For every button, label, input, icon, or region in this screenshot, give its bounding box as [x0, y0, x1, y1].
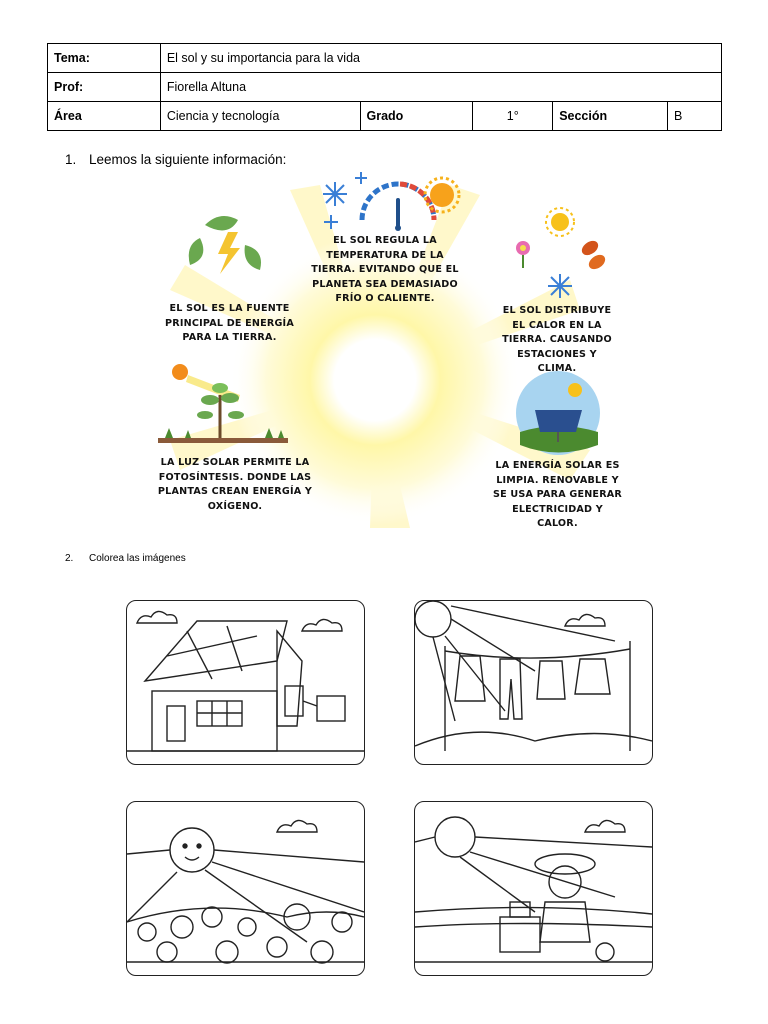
question-2-number: 2. — [65, 553, 74, 564]
seccion-label: Sección — [553, 102, 668, 131]
area-label: Área — [48, 102, 161, 131]
clothesline-drawing — [415, 601, 652, 764]
sandcastle-drawing — [415, 802, 652, 975]
grado-value: 1° — [473, 102, 553, 131]
prof-label: Prof: — [48, 73, 161, 102]
question-1-text: Leemos la siguiente información: — [89, 152, 287, 167]
solar-panel-icon — [516, 371, 600, 455]
info-energy-text: EL SOL ES LA FUENTE PRINCIPAL DE ENERGÍA PARA LA TIERRA. — [165, 303, 294, 343]
grado-label: Grado — [360, 102, 473, 131]
tema-label: Tema: — [48, 44, 161, 73]
info-photosynthesis-text: LA LUZ SOLAR PERMITE LA FOTOSÍNTESIS. DONDE LAS PLANTAS CREAN ENERGÍA Y OXÍGENO. — [157, 457, 313, 512]
header-row-area — [48, 102, 722, 131]
question-2 — [65, 553, 186, 564]
seasons-icon — [516, 208, 608, 298]
solar-house-drawing — [127, 601, 364, 764]
area-value: Ciencia y tecnología — [160, 102, 360, 131]
sunflowers-drawing — [127, 802, 364, 975]
energy-recycle-icon — [189, 216, 261, 274]
thermometer-gauge-icon — [362, 184, 434, 231]
coloring-image-clothesline[interactable] — [414, 600, 653, 765]
coloring-image-sandcastle[interactable] — [414, 801, 653, 976]
seccion-value: B — [668, 102, 722, 131]
question-1 — [65, 152, 286, 167]
header-table — [47, 43, 722, 131]
header-row-tema — [48, 44, 722, 73]
prof-value: Fiorella Altuna — [160, 73, 721, 102]
coloring-image-solar-house[interactable] — [126, 600, 365, 765]
question-1-number: 1. — [65, 152, 77, 167]
info-seasons-text: EL SOL DISTRIBUYE EL CALOR EN LA TIERRA. CAUSANDO ESTACIONES Y CLIMA. — [502, 305, 612, 374]
question-2-text: Colorea las imágenes — [89, 553, 186, 564]
info-temperature-text: EL SOL REGULA LA TEMPERATURA DE LA TIERRA. EVITANDO QUE EL PLANETA SEA DEMASIADO FRÍO O CALIENTE. — [311, 235, 459, 304]
coloring-image-sunflowers[interactable] — [126, 801, 365, 976]
tema-value: El sol y su importancia para la vida — [160, 44, 721, 73]
sun-infographic — [150, 170, 620, 528]
info-solar-energy-text: LA ENERGÍA SOLAR ES LIMPIA. RENOVABLE Y SE USA PARA GENERAR ELECTRICIDAD Y CALOR. — [492, 460, 622, 529]
header-row-prof — [48, 73, 722, 102]
